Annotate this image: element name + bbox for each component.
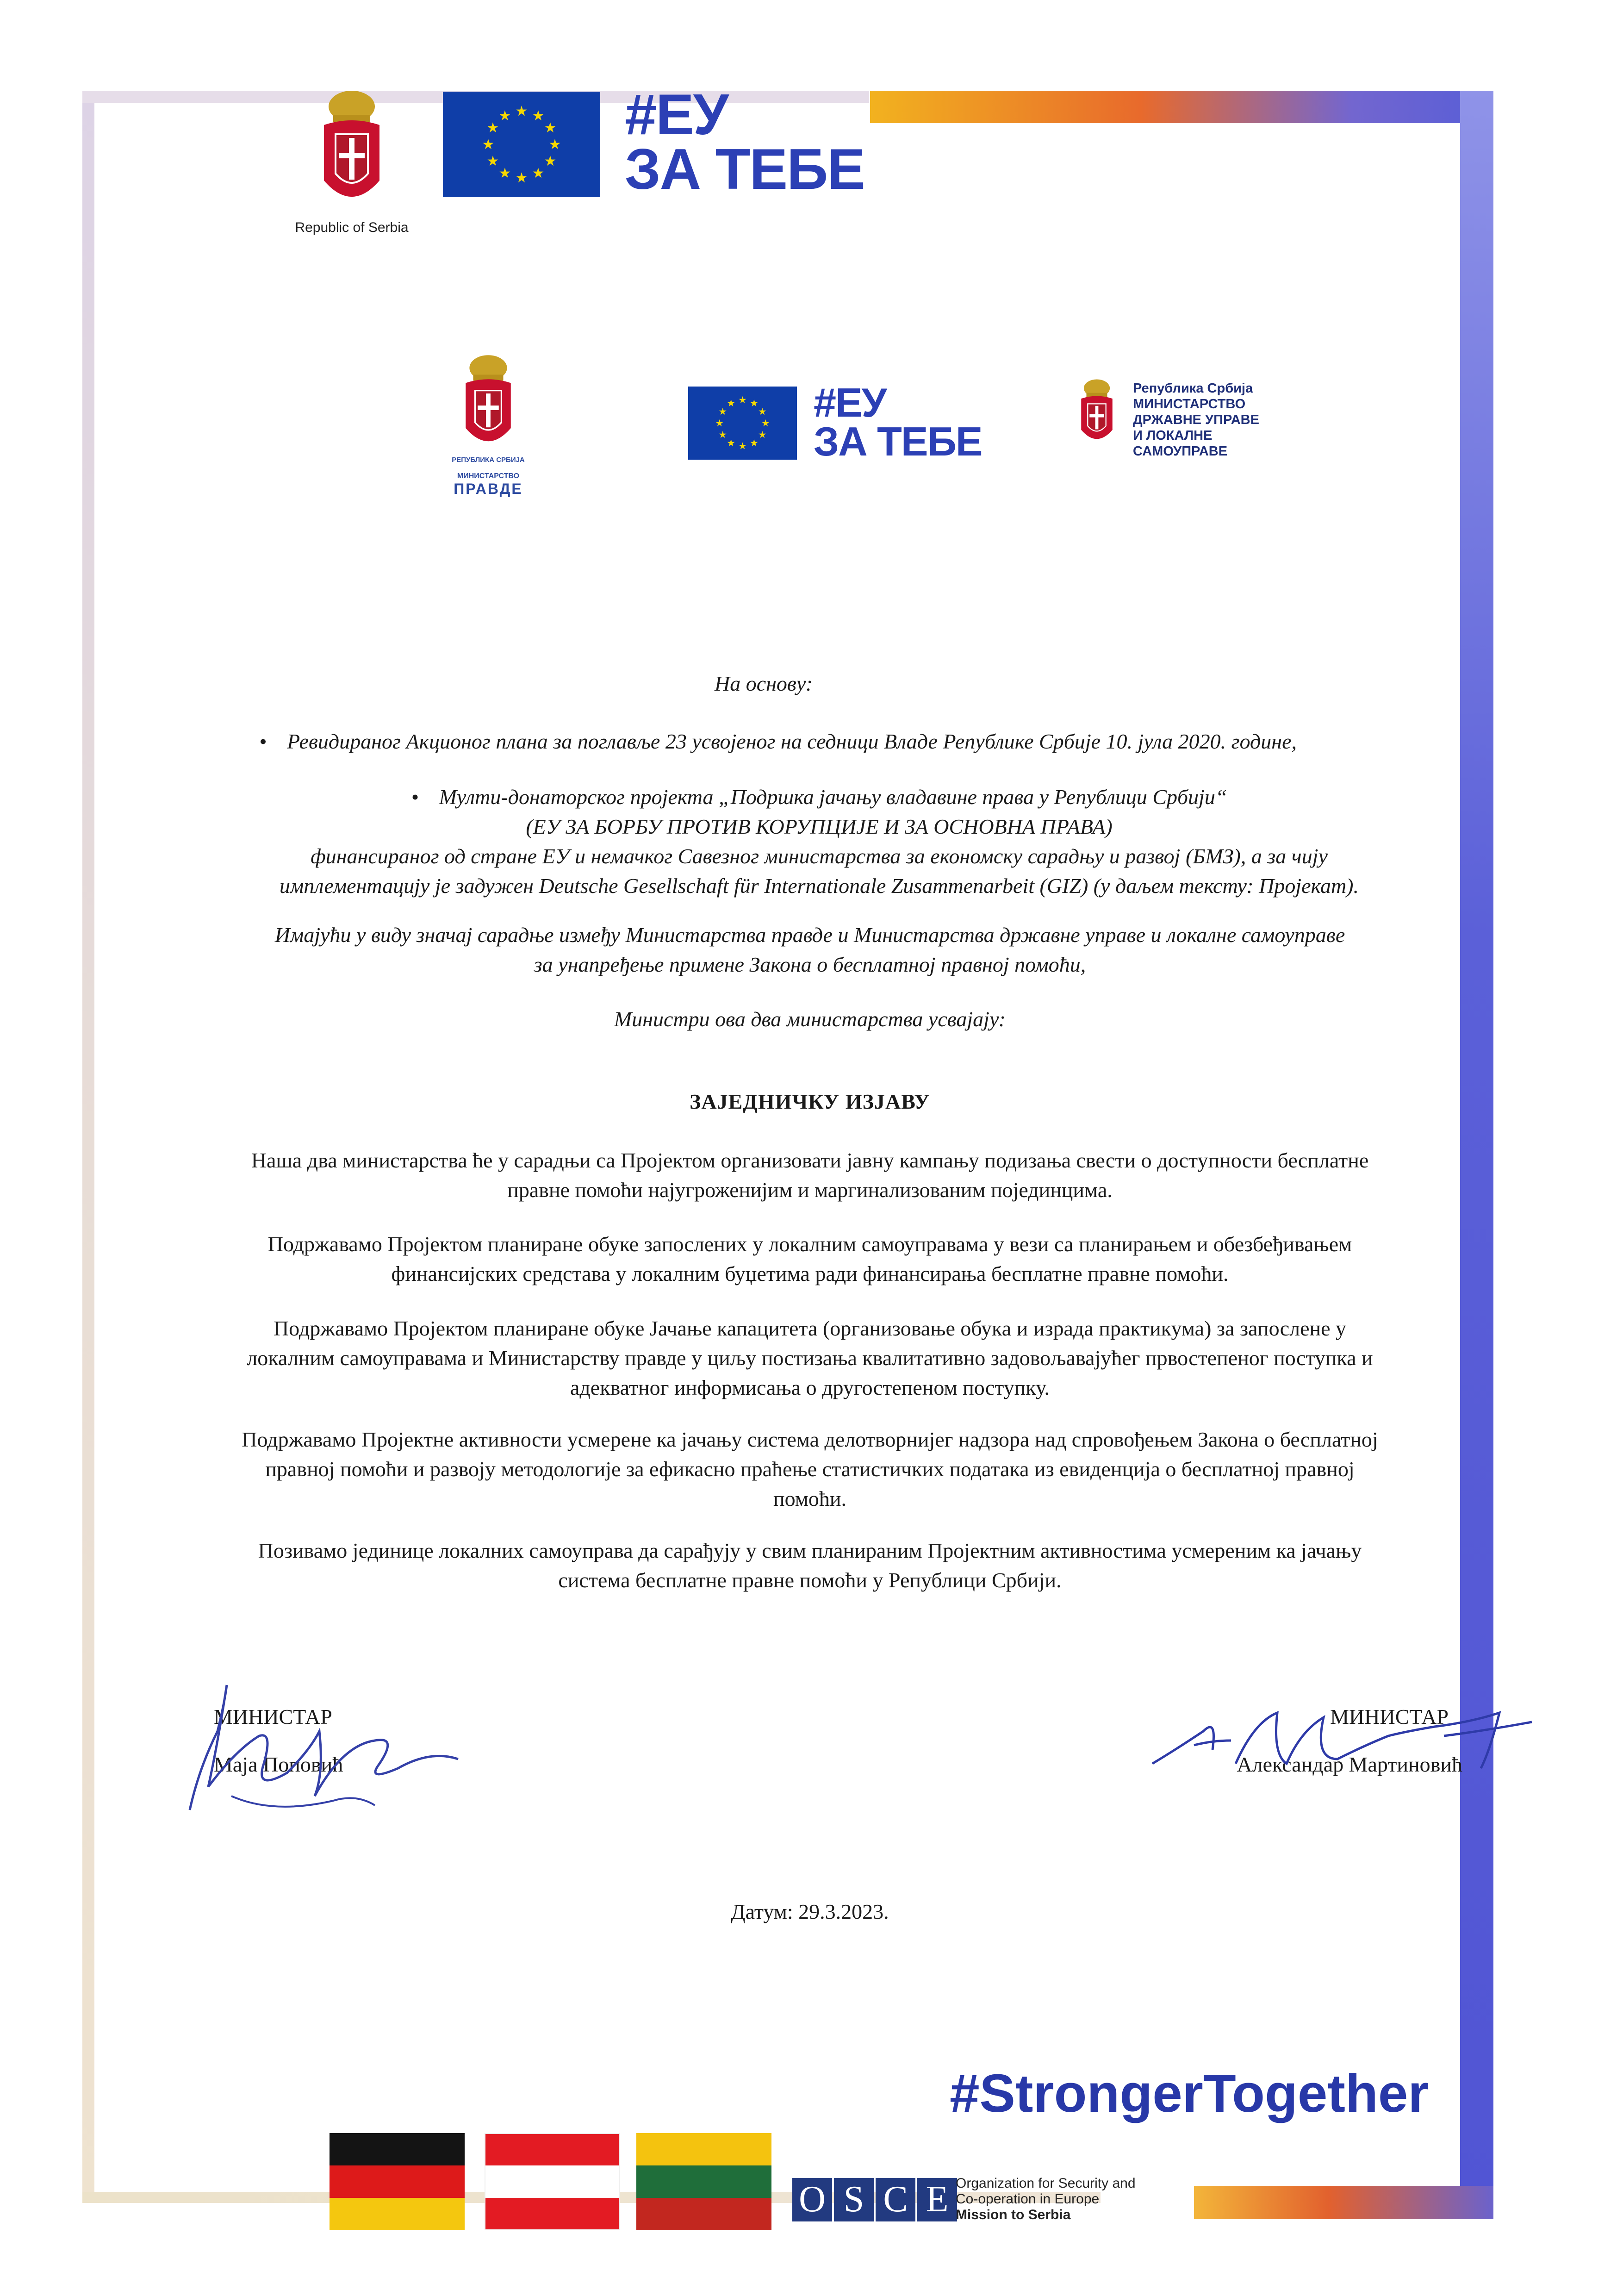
frame-right-stripe bbox=[1460, 91, 1493, 2202]
svg-text:★: ★ bbox=[532, 165, 545, 181]
osce-letter-e: E bbox=[917, 2178, 957, 2221]
ministry-admin-line5: САМОУПРАВЕ bbox=[1133, 444, 1228, 459]
eu-for-you-logo bbox=[625, 83, 864, 201]
statement-paragraph-5 bbox=[185, 1536, 1435, 1595]
statement-heading: ЗАЈЕДНИЧКУ ИЗЈАВУ bbox=[690, 1090, 930, 1113]
svg-text:★: ★ bbox=[515, 170, 528, 186]
preamble-bullet-2-line4: имплементацију је задужен Deutsche Gesellschaft für Internationale Zusammenarbeit (GIZ) (у даљем тексту: Пројекат). bbox=[279, 874, 1359, 898]
osce-caption-line3: Mission to Serbia bbox=[956, 2207, 1071, 2222]
eu-flag-small-icon bbox=[688, 387, 797, 460]
statement-paragraph-1 bbox=[185, 1146, 1435, 1205]
statement-p4-line2: правној помоћи и развоју методологије за ефикасно праћење статистичких података из евиденција о бесплатној правној bbox=[265, 1457, 1355, 1481]
frame-left-stripe bbox=[82, 91, 94, 2202]
frame-bottom-gradient-bar bbox=[1194, 2186, 1493, 2219]
svg-text:★: ★ bbox=[750, 398, 759, 409]
eu-for-you-logo-line1: #ЕУ bbox=[625, 83, 728, 147]
bullet-dot-icon: • bbox=[411, 785, 419, 809]
date-line: Датум: 29.3.2023. bbox=[731, 1900, 889, 1923]
preamble-adopt: Министри ова два министарства усвајају: bbox=[614, 1007, 1006, 1031]
frame-top-gradient-bar bbox=[870, 91, 1472, 123]
osce-caption bbox=[956, 2176, 1136, 2223]
osce-letter-s: S bbox=[834, 2178, 874, 2221]
preamble-considering-line1: Имајући у виду значај сарадње између Министарства правде и Министарства државне управе и локалне самоуправе bbox=[274, 923, 1345, 947]
ministry-justice-coat-of-arms-icon bbox=[458, 353, 518, 455]
svg-text:★: ★ bbox=[548, 137, 561, 153]
left-handwritten-signature bbox=[180, 1676, 467, 1828]
statement-p2-line2: финансијских средстава у локалним буџетима ради финансирања бесплатне правне помоћи. bbox=[391, 1262, 1229, 1285]
preamble-bullet-2 bbox=[194, 782, 1444, 901]
serbia-coat-of-arms-icon bbox=[315, 88, 389, 213]
preamble-bullet-2-line2: (ЕУ ЗА БОРБУ ПРОТИВ КОРУПЦИЈЕ И ЗА ОСНОВНА ПРАВА) bbox=[526, 815, 1113, 838]
ministry-justice-caption bbox=[430, 456, 546, 498]
svg-text:★: ★ bbox=[738, 440, 747, 452]
eu-for-you-small-logo bbox=[814, 380, 982, 464]
statement-paragraph-2 bbox=[185, 1229, 1435, 1289]
svg-text:★: ★ bbox=[544, 153, 557, 169]
eu-for-you-small-line1: #ЕУ bbox=[814, 380, 886, 425]
ministry-justice-line1: РЕПУБЛИКА СРБИЈА bbox=[452, 456, 525, 464]
germany-flag-icon bbox=[330, 2133, 465, 2230]
svg-text:★: ★ bbox=[718, 406, 727, 418]
bullet-dot-icon: • bbox=[259, 730, 267, 753]
preamble-bullet-1-text: Ревидираног Акционог плана за поглавље 23 усвојеног на седници Владе Републике Србије 10. јула 2020. године, bbox=[287, 730, 1297, 753]
svg-text:★: ★ bbox=[515, 103, 528, 119]
svg-text:★: ★ bbox=[727, 398, 735, 409]
svg-text:★: ★ bbox=[761, 417, 770, 429]
svg-text:★: ★ bbox=[498, 108, 511, 124]
ministry-admin-line1: Република Србија bbox=[1133, 381, 1253, 396]
svg-text:★: ★ bbox=[750, 437, 759, 449]
statement-p1-line1: Наша два министарства ће у сарадњи са Пројектом организовати јавну кампању подизања свести о доступности бесплатне bbox=[251, 1148, 1369, 1172]
ministry-justice-line2: МИНИСТАРСТВО bbox=[457, 472, 520, 480]
osce-letter-o: O bbox=[792, 2178, 832, 2221]
svg-text:★: ★ bbox=[758, 406, 767, 418]
ministry-justice-line3: ПРАВДЕ bbox=[454, 480, 523, 497]
statement-p3-line2: локалним самоуправама и Министарству правде у циљу постизања квалитативно задовољавајућег првостепеног поступка и bbox=[247, 1346, 1373, 1370]
eu-flag-icon bbox=[443, 92, 600, 197]
eu-for-you-small-line2: ЗА ТЕБЕ bbox=[814, 418, 982, 464]
svg-text:★: ★ bbox=[727, 437, 735, 449]
preamble-intro: На основу: bbox=[714, 672, 813, 695]
statement-p1-line2: правне помоћи најугроженијим и маргинализованим појединцима. bbox=[507, 1178, 1113, 1202]
ministry-admin-coat-of-arms-icon bbox=[1076, 376, 1118, 450]
svg-text:★: ★ bbox=[486, 120, 499, 136]
statement-paragraph-3 bbox=[185, 1314, 1435, 1403]
svg-text:★: ★ bbox=[758, 429, 767, 440]
ministry-admin-line4: И ЛОКАЛНЕ bbox=[1133, 428, 1213, 443]
svg-text:★: ★ bbox=[482, 137, 495, 153]
ministry-admin-caption bbox=[1133, 381, 1300, 459]
svg-text:★: ★ bbox=[498, 165, 511, 181]
right-minister-title: МИНИСТАР bbox=[1330, 1705, 1449, 1728]
eu-for-you-logo-line2: ЗА ТЕБЕ bbox=[625, 137, 864, 201]
statement-p4-line3: помоћи. bbox=[773, 1487, 846, 1510]
preamble-considering-line2: за унапређење примене Закона о бесплатној правној помоћи, bbox=[534, 953, 1086, 976]
svg-text:★: ★ bbox=[715, 417, 724, 429]
ministry-admin-line3: ДРЖАВНЕ УПРАВЕ bbox=[1133, 412, 1259, 427]
preamble-bullet-2-line1: Мулти-донаторског пројекта „Подршка јачању владавине права у Републици Србији“ bbox=[439, 785, 1227, 809]
statement-p5-line2: система бесплатне правне помоћи у Републици Србији. bbox=[558, 1568, 1062, 1592]
preamble-considering bbox=[185, 920, 1435, 980]
right-minister-name: Александар Мартиновић bbox=[1237, 1753, 1462, 1776]
stronger-together-hashtag: #StrongerTogether bbox=[950, 2063, 1429, 2123]
osce-logo bbox=[792, 2178, 959, 2221]
statement-paragraph-4 bbox=[185, 1425, 1435, 1514]
left-minister-title: МИНИСТАР bbox=[214, 1705, 332, 1728]
osce-letter-c: C bbox=[876, 2178, 915, 2221]
svg-text:★: ★ bbox=[532, 108, 545, 124]
austria-flag-icon bbox=[485, 2133, 620, 2230]
statement-p5-line1: Позивамо јединице локалних самоуправа да сарађују у свим планираним Пројектним активностима усмереним ка јачању bbox=[258, 1539, 1362, 1562]
lithuania-flag-icon bbox=[636, 2133, 771, 2230]
republic-of-serbia-caption: Republic of Serbia bbox=[295, 220, 409, 235]
left-minister-name: Маја Поповић bbox=[214, 1753, 343, 1776]
statement-p3-line1: Подржавамо Пројектом планиране обуке Јачање капацитета (организовање обука и израда практикума) за запослене у bbox=[273, 1316, 1347, 1340]
svg-text:★: ★ bbox=[738, 394, 747, 406]
statement-p4-line1: Подржавамо Пројектне активности усмерене ка јачању система делотворнијег надзора над спровођењем Закона о бесплатној bbox=[242, 1428, 1378, 1451]
statement-p3-line3: адекватног информисања о другостепеном поступку. bbox=[570, 1376, 1050, 1399]
osce-caption-line2: Co-operation in Europe bbox=[956, 2191, 1100, 2207]
svg-text:★: ★ bbox=[718, 429, 727, 440]
svg-text:★: ★ bbox=[486, 153, 499, 169]
preamble-bullet-2-line3: финансираног од стране ЕУ и немачког Савезног министарства за економску сарадњу и развој (БМЗ), а за чију bbox=[311, 844, 1328, 868]
right-handwritten-signature bbox=[1148, 1694, 1541, 1787]
preamble-bullet-1 bbox=[259, 727, 1416, 756]
osce-caption-line1: Organization for Security and bbox=[956, 2176, 1136, 2191]
ministry-admin-line2: МИНИСТАРСТВО bbox=[1133, 397, 1246, 412]
statement-p2-line1: Подржавамо Пројектом планиране обуке запослених у локалним самоуправама у вези са планирањем и обезбеђивањем bbox=[267, 1232, 1352, 1256]
svg-text:★: ★ bbox=[544, 120, 557, 136]
